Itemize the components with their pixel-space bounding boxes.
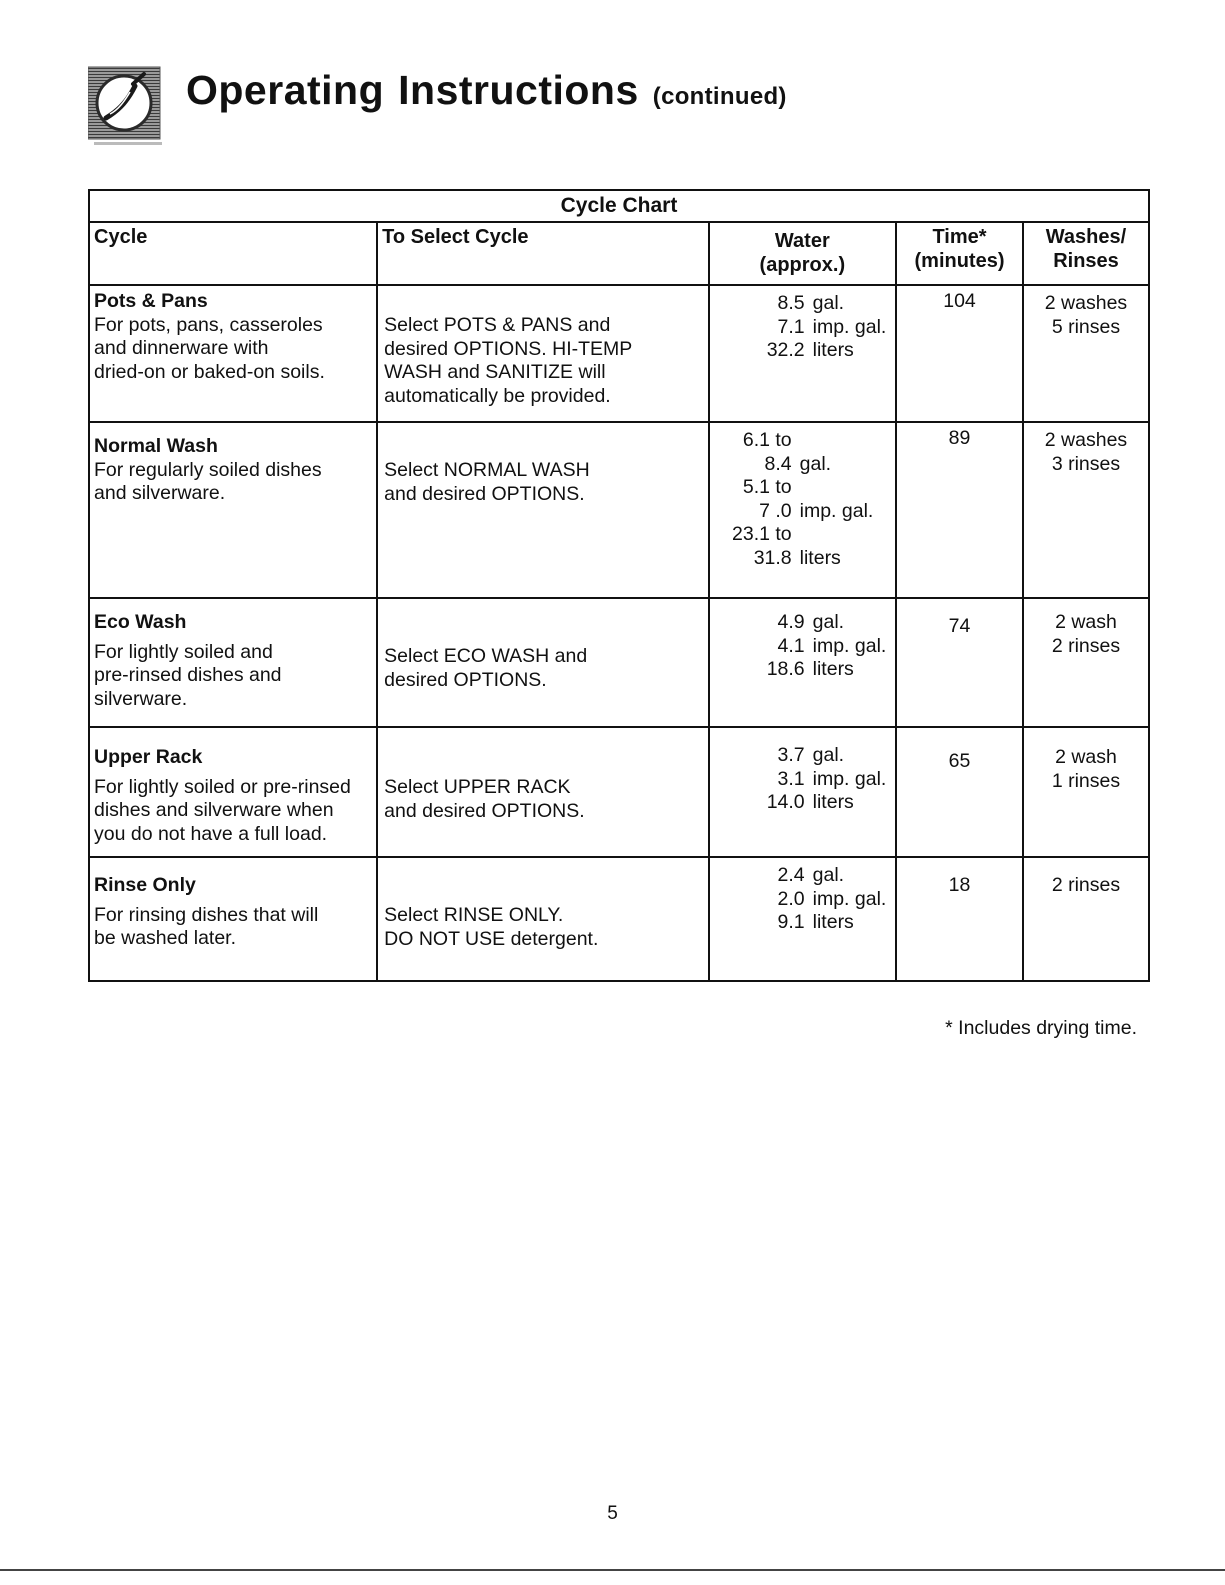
cycle-description: For lightly soiled or pre-rinsed dishes and silverware when you do not have a full load. [94,775,351,845]
rinses-value: 5 rinses [1051,315,1121,338]
water-cell [709,598,896,727]
table-caption: Cycle Chart [89,190,1149,222]
water-unit: gal. [799,452,832,475]
cycle-cell [89,285,377,422]
water-cell [709,422,896,598]
footnote: * Includes drying time. [945,1017,1137,1039]
washes-cell [1023,598,1149,727]
water-value: 3.7 [777,744,805,766]
cycle-name: Pots & Pans [94,290,208,312]
table-row [89,857,1149,981]
select-instructions: Select NORMAL WASH and desired OPTIONS. [384,459,590,505]
water-value: 8.4 [764,452,792,475]
washes-cell [1023,285,1149,422]
select-cell [377,857,708,981]
washes-value: 2 wash [1055,746,1117,768]
select-instructions: Select RINSE ONLY. DO NOT USE detergent. [384,904,599,950]
water-cell [709,857,896,981]
time-cell: 89 [896,422,1023,598]
rinses-value: 2 rinses [1051,634,1121,657]
water-unit: imp. gal. [812,634,887,657]
header-cycle: Cycle [89,222,377,285]
water-cell [709,285,896,422]
water-value: 31.8 [753,546,792,569]
dishwasher-plate-icon [88,62,168,150]
cycle-cell [89,727,377,857]
water-unit [800,429,895,453]
time-cell: 74 [896,598,1023,727]
water-value: 18.6 [766,658,805,680]
cycle-name: Normal Wash [94,435,218,457]
time-cell: 104 [896,285,1023,422]
water-value: 7 .0 [759,499,792,522]
header-time: Time* (minutes) [896,222,1023,285]
cycle-description: For regularly soiled dishes and silverware. [94,458,322,504]
water-value: 2.4 [777,864,805,886]
cycle-description: For pots, pans, casseroles and dinnerware with dried-on or baked-on soils. [94,313,325,383]
select-cell [377,422,708,598]
water-unit: imp. gal. [812,887,887,910]
select-instructions: Select UPPER RACK and desired OPTIONS. [384,776,585,822]
table-header-row [89,222,1149,285]
water-unit: liters [812,791,854,813]
water-value: 6.1 to [742,429,792,451]
select-cell [377,285,708,422]
water-unit: imp. gal. [812,315,887,338]
page-header [88,62,787,152]
cycle-name: Upper Rack [94,746,203,768]
water-value: 2.0 [777,887,805,910]
header-washes: Washes/ Rinses [1023,222,1149,285]
water-value: 8.5 [777,292,805,314]
rinses-value: 3 rinses [1051,452,1121,475]
water-value: 5.1 to [742,476,792,498]
header-select: To Select Cycle [377,222,708,285]
washes-value: 2 washes [1044,292,1128,314]
water-cell [709,727,896,857]
water-value: 4.9 [777,611,805,633]
page-title: Operating Instructions (continued) [186,67,787,113]
water-unit: liters [812,339,854,361]
page-subtitle: (continued) [652,83,787,110]
water-value: 14.0 [766,791,805,813]
water-value: 7.1 [777,315,805,338]
rinses-value: 1 rinses [1051,769,1121,792]
water-unit: imp. gal. [812,767,887,790]
washes-cell [1023,727,1149,857]
select-cell [377,598,708,727]
select-instructions: Select POTS & PANS and desired OPTIONS. HI-TEMP WASH and SANITIZE will automatically be provided. [384,314,633,407]
select-instructions: Select ECO WASH and desired OPTIONS. [384,645,588,691]
water-value: 4.1 [777,634,805,657]
cycle-chart-table [88,189,1150,982]
table-row [89,727,1149,857]
table-row [89,285,1149,422]
water-value: 32.2 [766,339,805,361]
water-unit: imp. gal. [799,499,874,522]
select-cell [377,727,708,857]
time-cell: 18 [896,857,1023,981]
water-unit: gal. [812,744,845,766]
water-value: 23.1 to [732,523,792,545]
water-unit: gal. [812,611,845,633]
water-unit: liters [812,911,854,933]
cycle-name: Eco Wash [94,611,187,633]
washes-value: 2 wash [1055,611,1117,633]
cycle-description: For rinsing dishes that will be washed later. [94,903,319,949]
header-water: Water (approx.) [709,222,896,285]
washes-cell [1023,857,1149,981]
cycle-description: For lightly soiled and pre-rinsed dishes and silverware. [94,640,282,710]
rinses-value: 2 rinses [1051,874,1121,896]
cycle-cell [89,422,377,598]
page-number: 5 [607,1503,618,1524]
water-value: 3.1 [777,767,805,790]
water-unit: gal. [812,292,845,314]
table-row [89,598,1149,727]
time-cell: 65 [896,727,1023,857]
cycle-cell [89,857,377,981]
washes-value: 2 washes [1044,429,1128,451]
page-bottom-rule [0,1569,1225,1571]
water-value: 9.1 [777,911,805,933]
water-unit [800,523,895,547]
table-row [89,422,1149,598]
cycle-name: Rinse Only [94,874,196,896]
water-unit: liters [812,658,854,680]
cycle-cell [89,598,377,727]
water-unit [800,476,895,500]
water-unit: gal. [812,864,845,886]
water-unit: liters [799,546,841,569]
washes-cell [1023,422,1149,598]
